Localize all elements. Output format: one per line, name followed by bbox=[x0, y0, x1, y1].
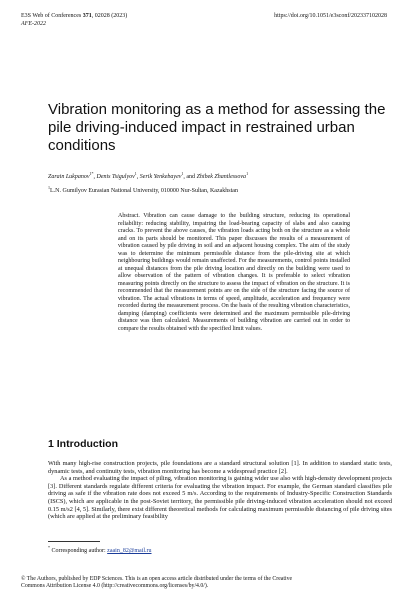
footnote-label: Corresponding author: bbox=[50, 548, 108, 554]
author-affiliation-mark: 1 bbox=[246, 171, 249, 176]
affiliation-mark: 1 bbox=[48, 185, 50, 190]
journal-info bbox=[21, 12, 127, 28]
footnote bbox=[48, 544, 152, 555]
paper-title: Vibration monitoring as a method for assessing the pile driving-induced impact in restrained urban conditions bbox=[48, 101, 386, 154]
author-name: Denis Tsigulyov bbox=[96, 174, 135, 180]
conference-name: AFE-2022 bbox=[21, 21, 46, 27]
footnote-divider bbox=[48, 541, 100, 542]
paragraph: With many high-rise construction projects, pile foundations are a standard structural solution [1]. In addition to standard static tests, dynamic tests, and continuity tests, vibration monitoring has become a widespread practice [2]. bbox=[48, 460, 392, 475]
paragraph: As a method evaluating the impact of piling, vibration monitoring is gaining wider use also with high-density development projects [3]. Different standards regulate different criteria for evaluating the vibration impact. For example, the German standard classifies pile driving as safe if the vibration rate does not exceed 5 m/s. According to the requirements of Industry-Specific Construction Standards (ISCS), which are applicable in the post-Soviet territory, the permissible pile driving-induced vibration acceleration should not exceed 0.15 m/s2 [4, 5]. Similarly, there exist different theoretical methods for calculating maximum permissible distancing of pile driving sites (which are applied at the preliminary feasibility bbox=[48, 475, 392, 521]
article-number: , 02028 (2023) bbox=[91, 13, 128, 19]
corresponding-email-link[interactable]: zaain_82@mail.ru bbox=[107, 548, 152, 554]
author-name: Zarain Lukpanov bbox=[48, 174, 90, 180]
license-notice bbox=[21, 576, 389, 590]
author-affiliation-mark: 1 bbox=[134, 171, 137, 176]
author-separator: , bbox=[93, 174, 97, 180]
journal-volume: 371 bbox=[82, 13, 92, 19]
abstract-text: Vibration can cause damage to the building structure, reducing its operational reliability: reducing stability, impairing the load-bearing capacity of slabs and also causing cracks. To prevent the above causes, the vibration loads acting both on the structure as a whole and on its parts should be monitored. This paper discusses the results of a measurement of vibration caused by pile driving in soil and an adjacent housing complex. The aim of the study was to determine the minimum permissible distance from the pile-driving site at which neighbouring buildings would remain unaffected. For the measurements, control points installed at unequal distances from the pile driving location and directly on the building were used to allow observation of the pattern of vibration changes. It is preferable to select vibration measuring points directly on the structure to assess the impact of vibration on the structure. It is recommended that the measurement points are on the side of the structure facing the source of vibration. The actual vibrations in terms of speed, amplitude, acceleration and frequency were recorded during the measurement process. On the basis of the resulting vibration characteristics, damping (damping) coefficients were determined and the maximum permissible pile-driving distance was then calculated. Measurements of building vibration are carried out in order to compare the results obtained with the specified limit values. bbox=[118, 213, 350, 332]
author-name: Serik Yenkebayev bbox=[139, 174, 182, 180]
section-heading: 1 Introduction bbox=[48, 438, 118, 450]
page-header bbox=[21, 12, 387, 36]
author-affiliation-mark: 1* bbox=[89, 171, 94, 176]
license-line: Commons Attribution License 4.0 (http://creativecommons.org/licenses/by/4.0/). bbox=[21, 583, 209, 590]
abstract bbox=[118, 213, 350, 333]
doi-link[interactable]: https://doi.org/10.1051/e3sconf/202337102028 bbox=[274, 13, 387, 19]
affiliation-text: L.N. Gumilyov Eurasian National University, 010000 Nur-Sultan, Kazakhstan bbox=[50, 188, 238, 194]
affiliation bbox=[48, 184, 392, 195]
footnote-mark: * bbox=[48, 545, 50, 550]
author-separator: , bbox=[136, 174, 140, 180]
abstract-label: Abstract. bbox=[118, 213, 140, 219]
journal-name: E3S Web of Conferences bbox=[21, 13, 82, 19]
author-affiliation-mark: 1 bbox=[181, 171, 184, 176]
body-text bbox=[48, 460, 392, 521]
author-separator: , and bbox=[183, 174, 197, 180]
author-list bbox=[48, 170, 392, 181]
author-name: Zhibek Zhantlessova bbox=[196, 174, 247, 180]
license-line: © The Authors, published by EDP Sciences. This is an open access article distributed under the terms of the Creative bbox=[21, 576, 293, 582]
